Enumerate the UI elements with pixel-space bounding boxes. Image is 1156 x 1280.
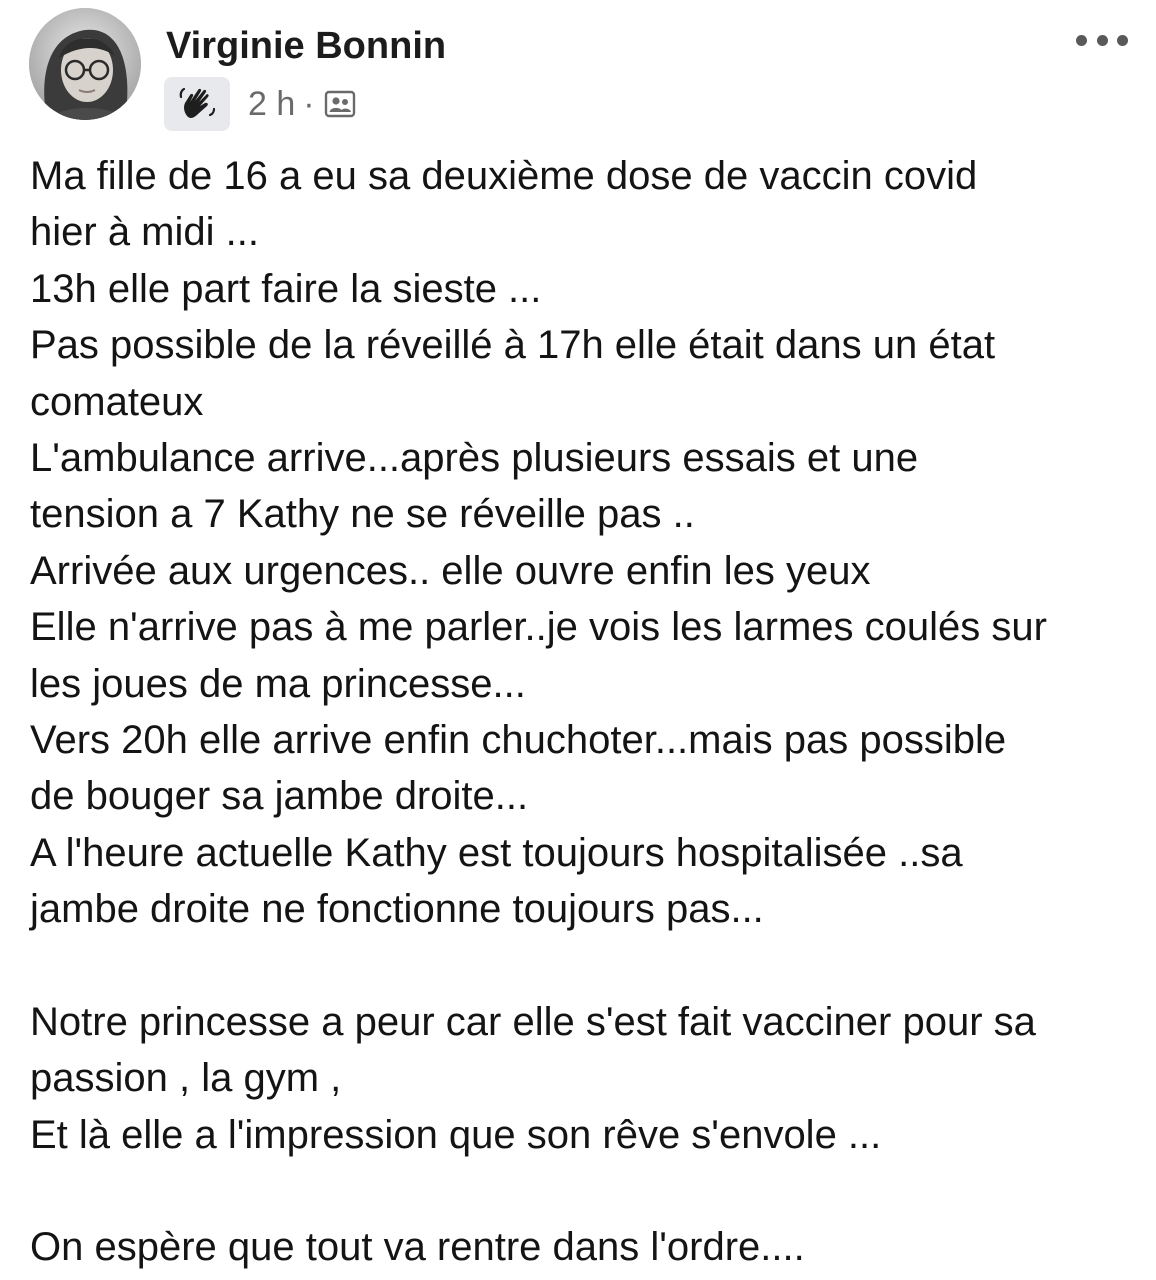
post-text-line: les joues de ma princesse... xyxy=(30,661,526,706)
author-avatar[interactable] xyxy=(29,8,141,120)
meta-separator: · xyxy=(303,84,315,123)
post-text-line: comateux xyxy=(30,379,204,424)
post-text-line: Elle n'arrive pas à me parler..je vois les larmes coulés sur xyxy=(30,605,1047,650)
avatar-photo xyxy=(29,8,141,120)
more-options-button[interactable] xyxy=(1076,26,1128,54)
post-timestamp[interactable]: 2 h xyxy=(248,84,296,123)
waving-hand-icon xyxy=(176,83,218,125)
post-text-line: Vers 20h elle arrive enfin chuchoter...mais pas possible xyxy=(30,717,1007,762)
author-name[interactable]: Virginie Bonnin xyxy=(166,25,447,67)
post-text-line: jambe droite ne fonctionne toujours pas... xyxy=(30,887,764,932)
post-text-line: hier à midi ... xyxy=(30,210,259,255)
more-options-icon-dot xyxy=(1097,35,1108,46)
post-text-line: Notre princesse a peur car elle s'est fait vacciner pour sa xyxy=(30,999,1036,1044)
post-text-line: 13h elle part faire la sieste ... xyxy=(30,266,542,311)
more-options-icon-dot xyxy=(1076,35,1087,46)
post-text-line: L'ambulance arrive...après plusieurs essais et une xyxy=(30,435,919,480)
post-text xyxy=(30,148,1140,1276)
post-text-line: tension a 7 Kathy ne se réveille pas .. xyxy=(30,492,695,537)
post-text-line: On espère que tout va rentre dans l'ordre.... xyxy=(30,1225,805,1270)
blank-line xyxy=(30,1163,1140,1219)
blank-line xyxy=(30,937,1140,993)
friends-audience-icon[interactable] xyxy=(323,87,357,121)
post-text-line: A l'heure actuelle Kathy est toujours hospitalisée ..sa xyxy=(30,830,963,875)
post-meta xyxy=(164,77,357,131)
post-text-line: Pas possible de la réveillé à 17h elle était dans un état xyxy=(30,323,996,368)
post-text-line: Ma fille de 16 a eu sa deuxième dose de vaccin covid xyxy=(30,154,978,198)
post-text-line: passion , la gym , xyxy=(30,1056,342,1101)
more-options-icon-dot xyxy=(1117,35,1128,46)
post-text-line: Arrivée aux urgences.. elle ouvre enfin les yeux xyxy=(30,548,871,593)
post-text-line: Et là elle a l'impression que son rêve s'envole ... xyxy=(30,1112,882,1157)
waving-hand-badge[interactable] xyxy=(164,77,230,131)
post-text-line: de bouger sa jambe droite... xyxy=(30,774,529,819)
